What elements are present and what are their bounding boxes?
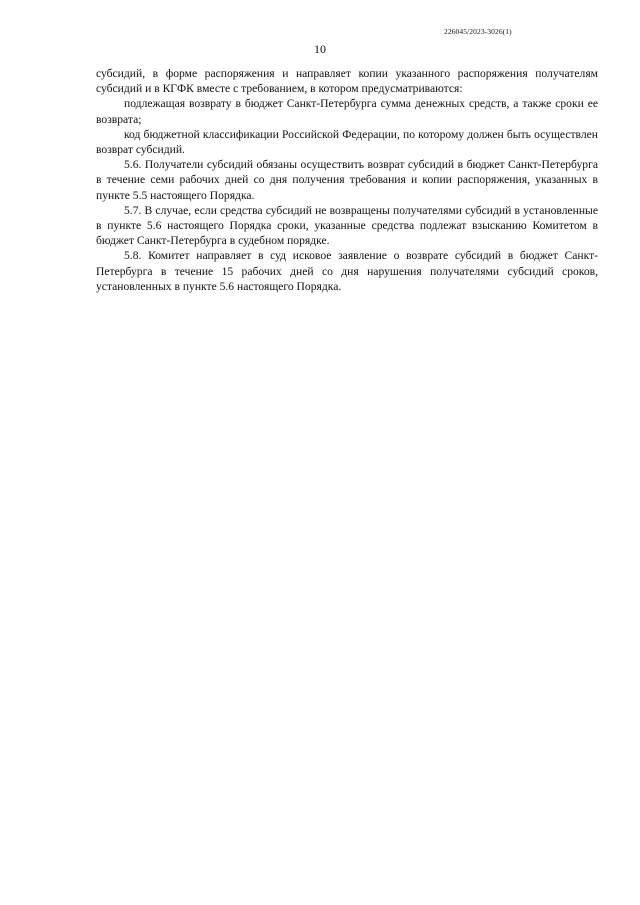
paragraph-refund-amount: подлежащая возврату в бюджет Санкт-Петербурга сумма денежных средств, а также сроки ее возврата; <box>96 97 598 126</box>
page-number: 10 <box>314 42 326 56</box>
paragraph-5-7: 5.7. В случае, если средства субсидий не возвращены получателями субсидий в установленные в пункте 5.6 настоящего Порядка сроки, указанные средства подлежат взысканию Комитетом в бюджет Санкт-Петербурга в судебном порядке. <box>96 203 598 248</box>
document-id: 226045/2023-3026(1) <box>444 27 512 36</box>
document-body <box>96 66 598 294</box>
paragraph-5-6: 5.6. Получатели субсидий обязаны осуществить возврат субсидий в бюджет Санкт-Петербурга в течение семи рабочих дней со дня получения требования и копии распоряжения, указанных в пункте 5.5 настоящего Порядка. <box>96 158 598 202</box>
paragraph-budget-code: код бюджетной классификации Российской Федерации, по которому должен быть осуществлен возврат субсидий. <box>96 127 598 157</box>
paragraph-continuation: субсидий, в форме распоряжения и направляет копии указанного распоряжения получателям субсидий и в КГФК вместе с требованием, в котором предусматриваются: <box>96 67 598 96</box>
paragraph-5-8: 5.8. Комитет направляет в суд исковое заявление о возврате субсидий в бюджет Санкт-Петербурга в течение 15 рабочих дней со дня нарушения получателями субсидий сроков, установленных в пункте 5.6 настоящего Порядка. <box>96 249 598 293</box>
